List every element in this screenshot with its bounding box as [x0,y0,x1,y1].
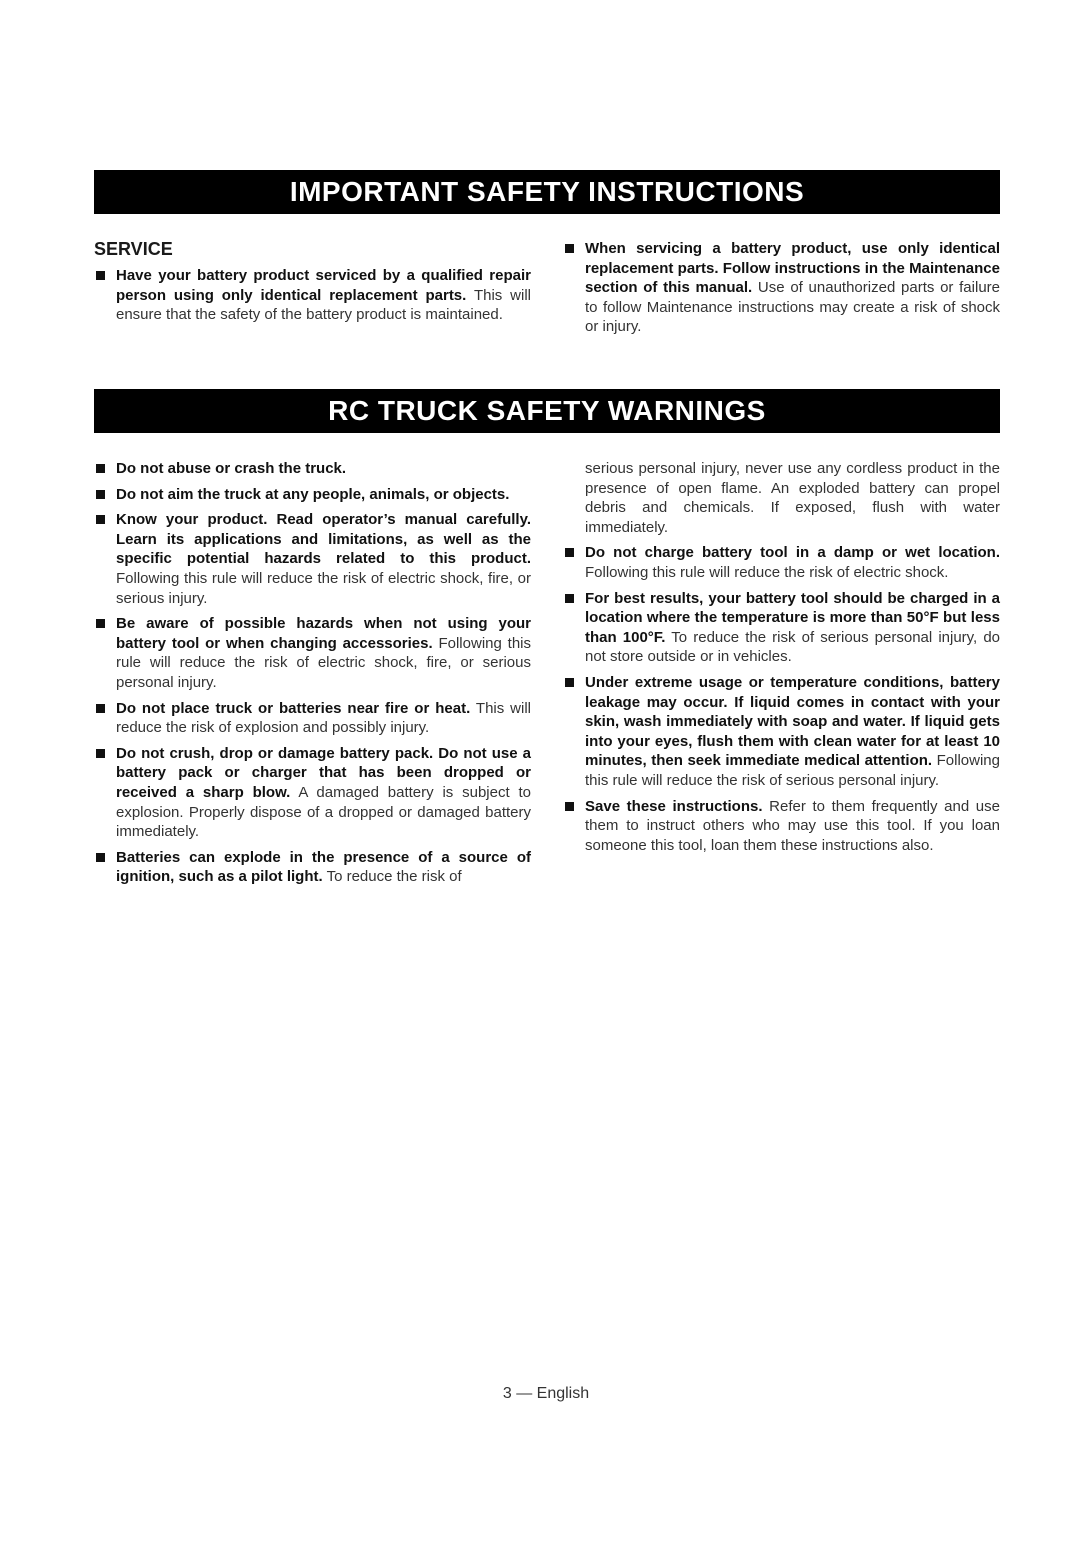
square-bullet-icon [565,678,574,687]
square-bullet-icon [96,749,105,758]
rc-right-column [563,459,1000,861]
list-item: Do not abuse or crash the truck. [94,459,531,479]
square-bullet-icon [96,464,105,473]
square-bullet-icon [96,704,105,713]
page-footer: 3 — English [502,1385,590,1402]
square-bullet-icon [96,853,105,862]
square-bullet-icon [565,802,574,811]
list-item: Have your battery product serviced by a qualified repair person using only identical replacement parts. This will ensure that the safety of the battery product is maintained. [94,266,531,325]
rc-left-list [94,459,531,887]
list-item: Under extreme usage or temperature conditions, battery leakage may occur. If liquid comes in contact with your skin, wash immediately with soap and water. If liquid gets into your eyes, flush them with clean water for at least 10 minutes, then seek immediate medical attention. Following this rule will reduce the risk of serious personal injury. [563,673,1000,791]
square-bullet-icon [96,490,105,499]
service-right-list [563,239,1000,337]
list-item: For best results, your battery tool should be charged in a location where the temperature is more than 50°F but less than 100°F. To reduce the risk of serious personal injury, do not store outside or in vehicles. [563,589,1000,667]
service-list [94,266,531,325]
important-safety-banner: IMPORTANT SAFETY INSTRUCTIONS [94,170,1000,214]
service-left-column [94,238,531,331]
list-item: Do not place truck or batteries near fire or heat. This will reduce the risk of explosion and possibly injury. [94,699,531,738]
list-item: When servicing a battery product, use only identical replacement parts. Follow instructions in the Maintenance section of this manual. Use of unauthorized parts or failure to follow Maintenance instructions may create a risk of shock or injury. [563,239,1000,337]
square-bullet-icon [565,244,574,253]
list-item: Batteries can explode in the presence of a source of ignition, such as a pilot light. To reduce the risk of [94,848,531,887]
rc-truck-warnings-banner: RC TRUCK SAFETY WARNINGS [94,389,1000,433]
square-bullet-icon [96,515,105,524]
rc-right-list [563,543,1000,855]
list-item: Do not charge battery tool in a damp or wet location. Following this rule will reduce the risk of electric shock. [563,543,1000,582]
service-heading: SERVICE [94,239,173,259]
list-item: Do not crush, drop or damage battery pack. Do not use a battery pack or charger that has been dropped or received a sharp blow. A damaged battery is subject to explosion. Properly dispose of a dropped or damaged battery immediately. [94,744,531,842]
square-bullet-icon [565,548,574,557]
list-item: Save these instructions. Refer to them frequently and use them to instruct others who may use this tool. If you loan someone this tool, loan them these instructions also. [563,797,1000,856]
square-bullet-icon [96,619,105,628]
list-item: Do not aim the truck at any people, animals, or objects. [94,485,531,505]
list-item: Know your product. Read operator’s manual carefully. Learn its applications and limitations, as well as the specific potential hazards related to this product. Following this rule will reduce the risk of electric shock, fire, or serious injury. [94,510,531,608]
list-item: Be aware of possible hazards when not using your battery tool or when changing accessories. Following this rule will reduce the risk of electric shock, fire, or serious personal injury. [94,614,531,692]
rc-left-column [94,459,531,893]
service-right-column [563,239,1000,343]
square-bullet-icon [565,594,574,603]
square-bullet-icon [96,271,105,280]
continued-text: serious personal injury, never use any cordless product in the presence of open flame. An exploded battery can propel debris and chemicals. If exposed, flush with water immediately. [585,460,1000,536]
